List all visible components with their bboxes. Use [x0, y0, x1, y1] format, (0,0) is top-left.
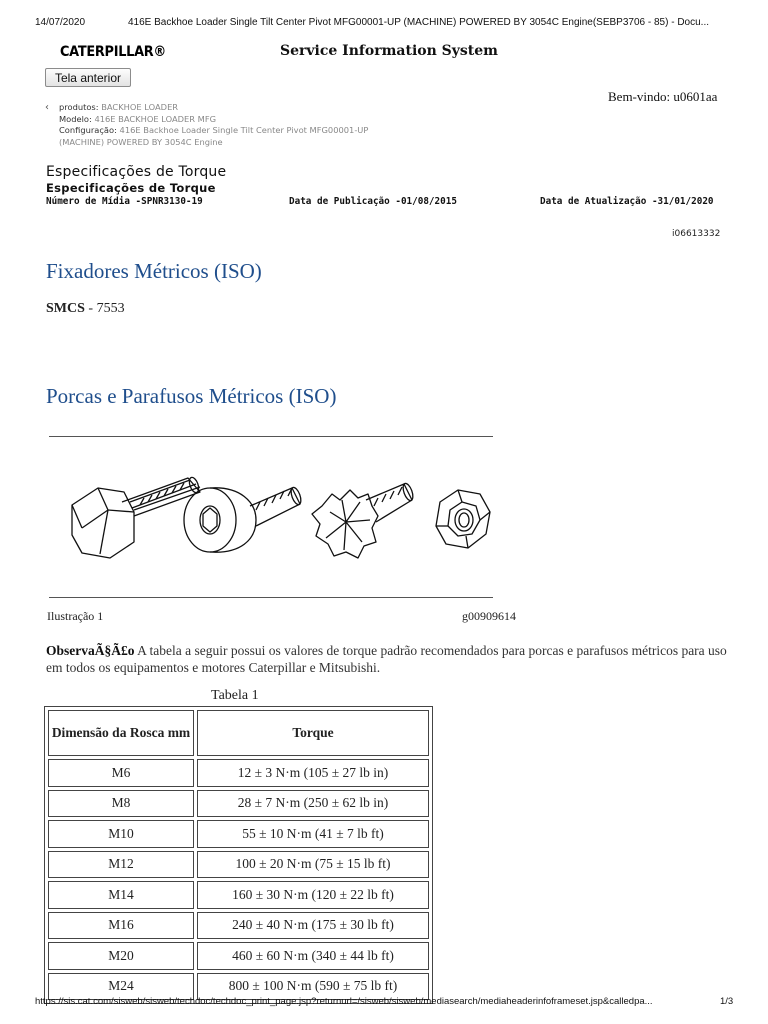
- torque-cell: 240 ± 40 N·m (175 ± 30 lb ft): [197, 912, 429, 940]
- thread-size-cell: M10: [48, 820, 194, 848]
- torque-table: [44, 706, 433, 1004]
- config-value[interactable]: 416E Backhoe Loader Single Tilt Center Pivot MFG00001-UP: [119, 125, 369, 135]
- chevron-left-icon[interactable]: ‹: [45, 102, 49, 113]
- config-label: Configuração:: [59, 125, 117, 135]
- model-label: Modelo:: [59, 113, 92, 124]
- products-label: produtos:: [59, 102, 99, 112]
- table-row: [48, 942, 429, 970]
- table-caption: Tabela 1: [211, 688, 259, 703]
- hex-nut-icon: [436, 490, 490, 548]
- welcome-text: Bem-vindo: u0601aa: [608, 89, 718, 104]
- illustration-top-rule: [49, 436, 493, 437]
- fasteners-illustration: [60, 450, 530, 600]
- table-row: [48, 790, 429, 818]
- torque-cell: 12 ± 3 N·m (105 ± 27 lb in): [197, 759, 429, 787]
- thread-size-cell: M14: [48, 881, 194, 909]
- thread-size-cell: M8: [48, 790, 194, 818]
- header-thread-size: Dimensão da Rosca mm: [48, 710, 194, 756]
- breadcrumb-products: [45, 102, 485, 114]
- smcs-value: - 7553: [84, 301, 125, 316]
- torque-cell: 160 ± 30 N·m (120 ± 22 lb ft): [197, 881, 429, 909]
- breadcrumb-model: [45, 114, 485, 126]
- torque-cell: 100 ± 20 N·m (75 ± 15 lb ft): [197, 851, 429, 879]
- document-title: Especificações de Torque: [46, 164, 227, 180]
- note-label: ObservaÃ§Ã£o: [46, 643, 135, 658]
- media-number: Número de Mídia -SPNR3130-19: [46, 196, 203, 207]
- document-identifier: i06613332: [672, 229, 721, 239]
- print-doc-title: 416E Backhoe Loader Single Tilt Center Pivot MFG00001-UP (MACHINE) POWERED BY 3054C Engine(SEBP3706 - 85) - Docu...: [128, 17, 710, 28]
- header-torque: Torque: [197, 710, 429, 756]
- torque-cell: 800 ± 100 N·m (590 ± 75 lb ft): [197, 973, 429, 1001]
- table-row: [48, 759, 429, 787]
- hex-bolt-icon: [72, 476, 200, 558]
- breadcrumb: [45, 102, 485, 148]
- illustration-graphic-id: g00909614: [462, 609, 516, 623]
- model-value[interactable]: 416E BACKHOE LOADER MFG: [94, 113, 217, 124]
- breadcrumb-config: [45, 125, 485, 137]
- illustration-bottom-rule: [49, 597, 493, 598]
- config-value-cont[interactable]: (MACHINE) POWERED BY 3054C Engine: [59, 136, 223, 147]
- back-button[interactable]: Tela anterior: [45, 68, 131, 87]
- thread-size-cell: M16: [48, 912, 194, 940]
- print-url: https://sis.cat.com/sisweb/sisweb/techdoc/techdoc_print_page.jsp?returnurl=/sisweb/sisweb/mediasearch/mediaheaderinfoframeset.jsp&calledpa...: [35, 996, 653, 1007]
- torque-cell: 460 ± 60 N·m (340 ± 44 lb ft): [197, 942, 429, 970]
- torque-cell: 28 ± 7 N·m (250 ± 62 lb in): [197, 790, 429, 818]
- note-paragraph: [46, 642, 736, 676]
- breadcrumb-config-cont: [45, 137, 485, 149]
- table-row: [48, 912, 429, 940]
- torque-cell: 55 ± 10 N·m (41 ± 7 lb ft): [197, 820, 429, 848]
- document-subtitle: Especificações de Torque: [46, 181, 216, 195]
- page-number: 1/3: [720, 996, 734, 1007]
- print-date: 14/07/2020: [35, 17, 86, 28]
- publication-date: Data de Publicação -01/08/2015: [289, 196, 457, 207]
- thread-size-cell: M24: [48, 973, 194, 1001]
- table-row: [48, 820, 429, 848]
- products-value[interactable]: BACKHOE LOADER: [101, 102, 179, 112]
- twelve-point-bolt-icon: [312, 482, 415, 558]
- caterpillar-logo: CATERPILLAR®: [60, 44, 167, 60]
- smcs-label: SMCS: [46, 301, 85, 316]
- table-row: [48, 881, 429, 909]
- illustration-caption: Ilustração 1: [47, 609, 104, 623]
- update-date: Data de Atualização -31/01/2020: [540, 196, 714, 207]
- system-title: Service Information System: [280, 43, 498, 59]
- thread-size-cell: M6: [48, 759, 194, 787]
- note-text: A tabela a seguir possui os valores de torque padrão recomendados para porcas e parafusos métricos para uso em todos os equipamentos e motores Caterpillar e Mitsubishi.: [46, 643, 727, 675]
- socket-head-bolt-icon: [184, 486, 303, 552]
- table-row: [48, 851, 429, 879]
- section-title-porcas: Porcas e Parafusos Métricos (ISO): [46, 384, 337, 408]
- thread-size-cell: M12: [48, 851, 194, 879]
- smcs-code: [46, 301, 125, 317]
- section-title-fixadores: Fixadores Métricos (ISO): [46, 259, 262, 283]
- table-header-row: [48, 710, 429, 756]
- thread-size-cell: M20: [48, 942, 194, 970]
